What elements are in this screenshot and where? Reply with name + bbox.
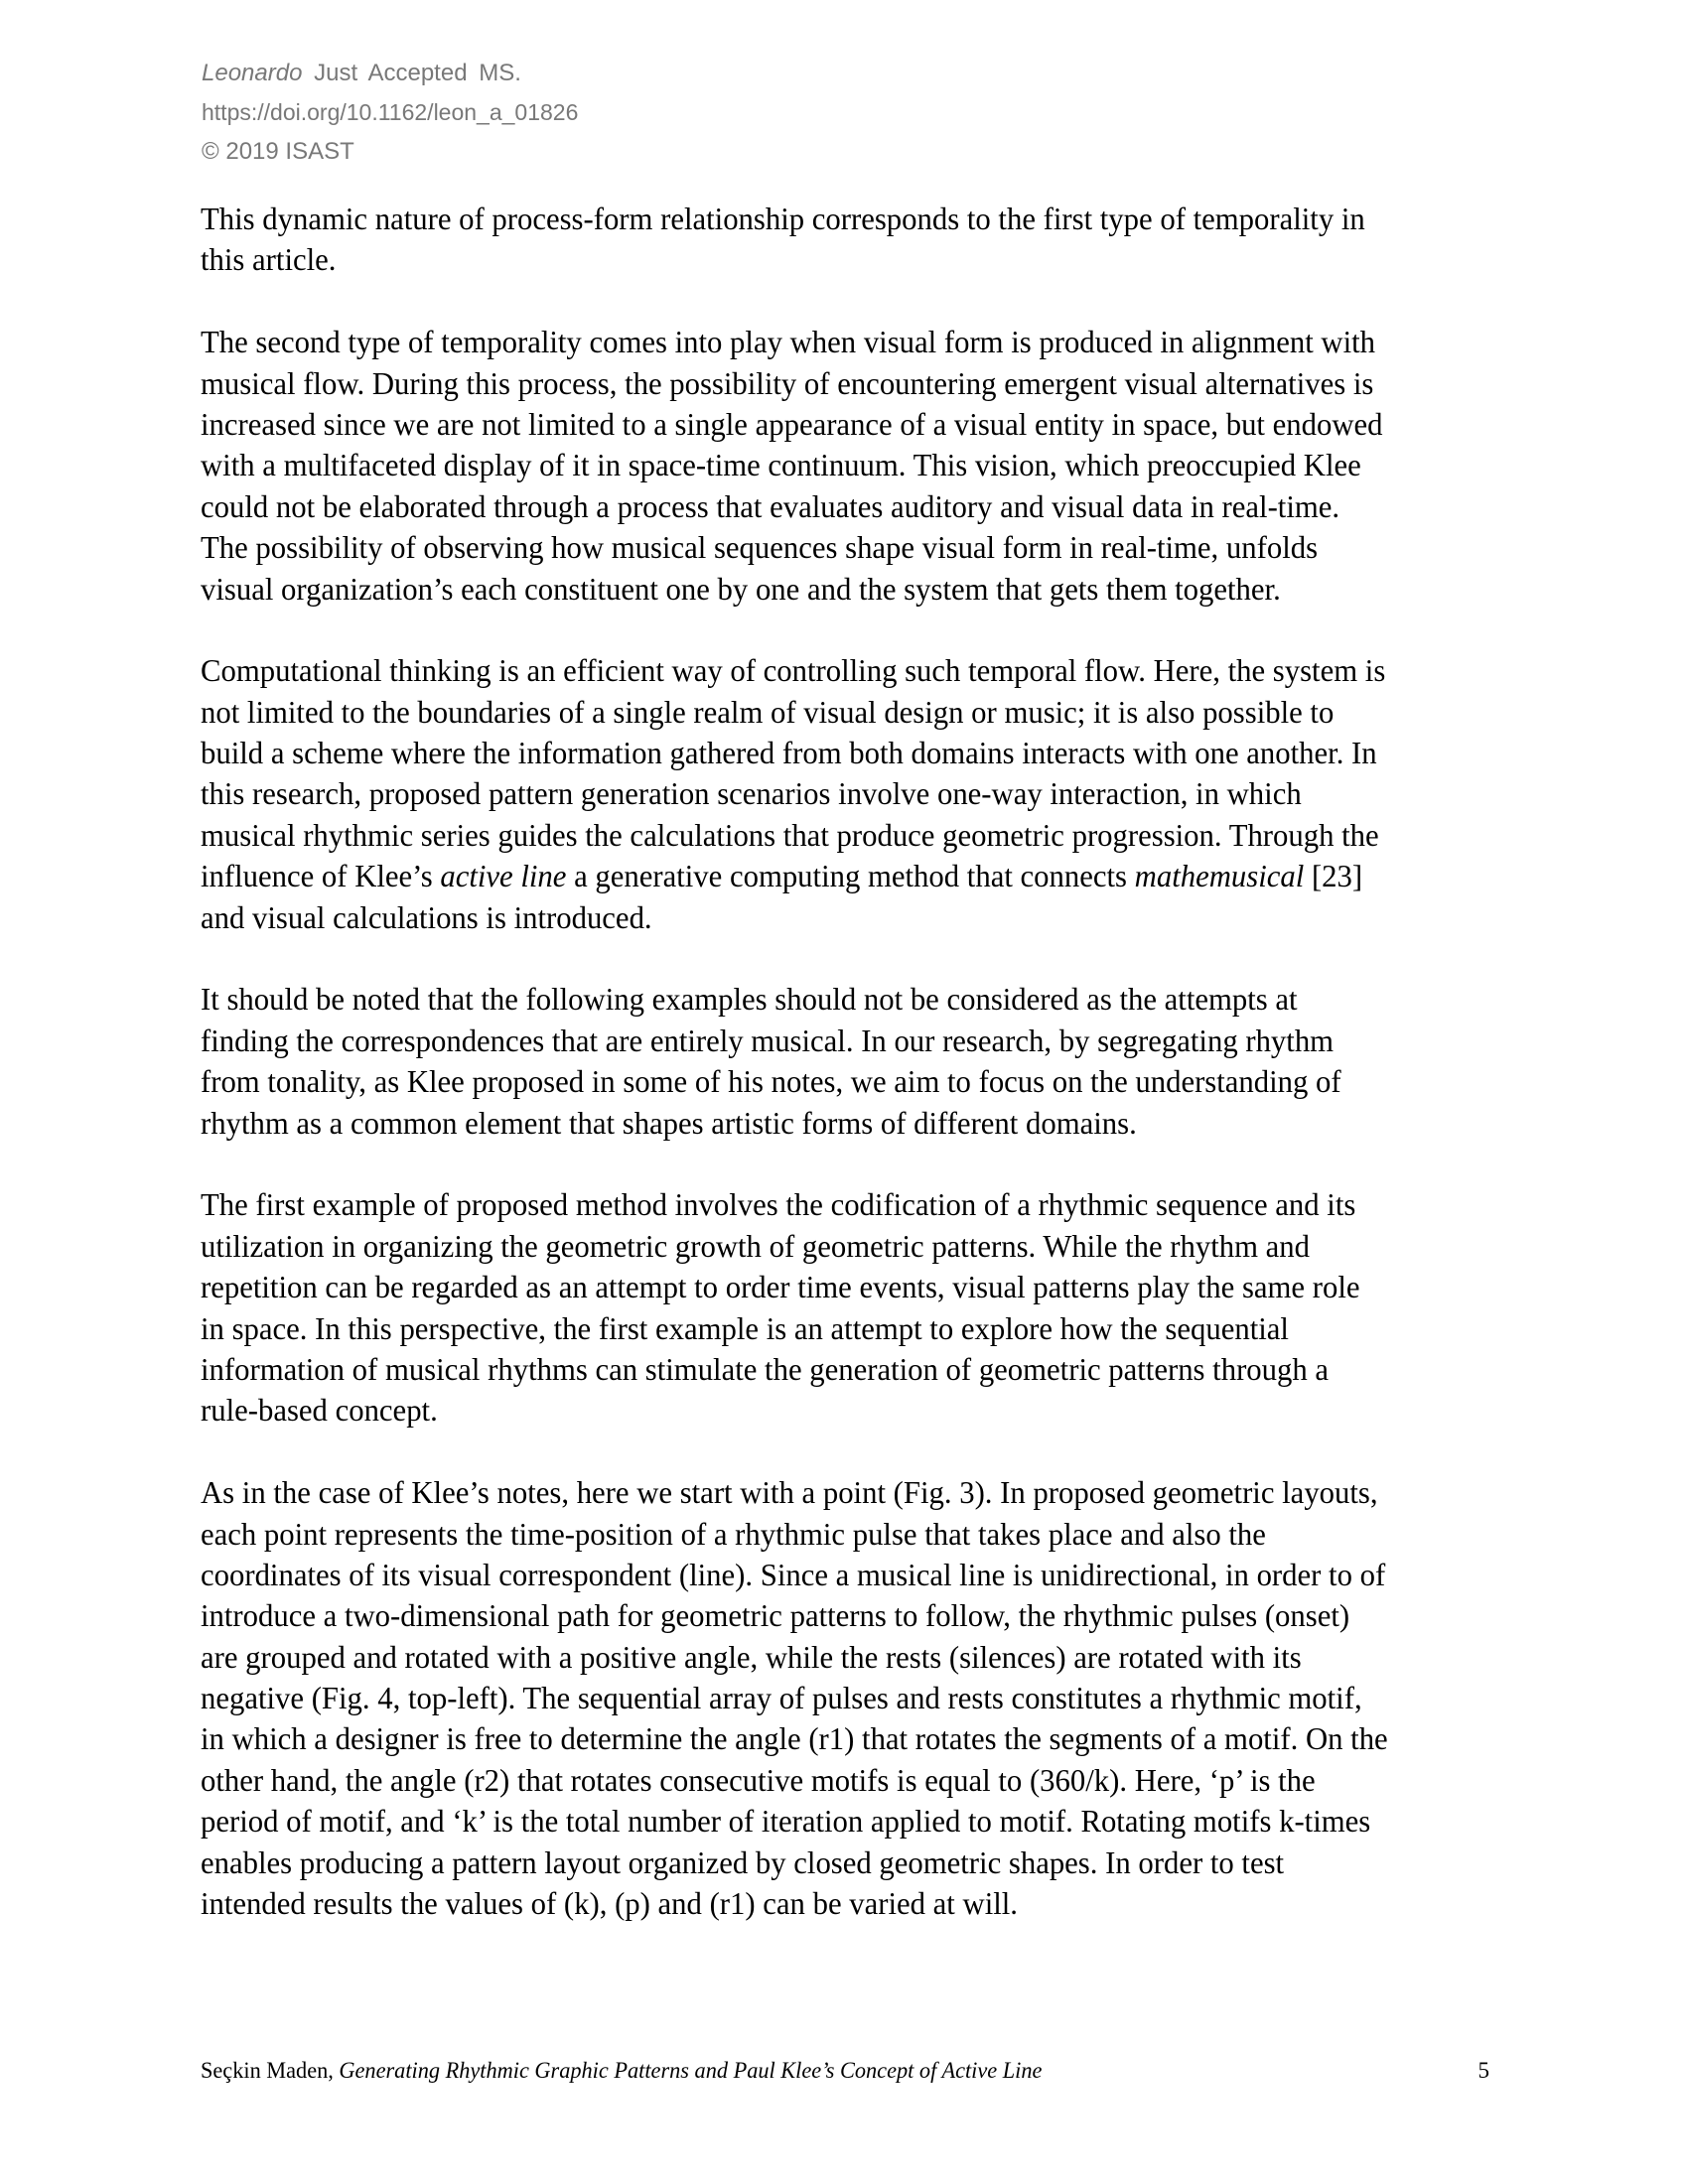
text-line: [201, 1595, 1478, 1636]
text-line: [201, 1267, 1478, 1307]
text-run: not limited to the boundaries of a single realm of visual design or music; it is also possible to: [201, 694, 1335, 730]
italic-term: mathemusical: [1134, 859, 1305, 894]
footer-author: Seçkin Maden,: [201, 2058, 340, 2083]
text-line: [201, 650, 1478, 691]
text-run: utilization in organizing the geometric growth of geometric patterns. While the rhythm and: [201, 1228, 1311, 1264]
text-run: The second type of temporality comes into play when visual form is produced in alignment with: [201, 325, 1376, 360]
text-run: in which a designer is free to determine the angle (r1) that rotates the segments of a motif. On the: [201, 1721, 1388, 1757]
text-line: [201, 239, 1478, 280]
text-run: each point represents the time-position of a rhythmic pulse that takes place and also the: [201, 1516, 1266, 1552]
journal-header: [202, 62, 521, 85]
doi-link[interactable]: https://doi.org/10.1162/leon_a_01826: [202, 99, 579, 125]
manuscript-status: Just Accepted MS.: [314, 60, 521, 86]
text-run: period of motif, and ‘k’ is the total number of iteration applied to motif. Rotating motifs k-times: [201, 1804, 1371, 1840]
text-line: [201, 1637, 1478, 1678]
text-line: [201, 322, 1478, 362]
text-run: this research, proposed pattern generation scenarios involve one-way interaction, in which: [201, 776, 1302, 812]
italic-term: active line: [440, 859, 567, 894]
text-run: build a scheme where the information gathered from both domains interacts with one another. In: [201, 736, 1377, 771]
text-line: [201, 815, 1478, 856]
text-line: [201, 1514, 1478, 1555]
text-line: [201, 1184, 1478, 1225]
text-line: [201, 1555, 1478, 1595]
text-run: It should be noted that the following examples should not be considered as the attempts at: [201, 982, 1298, 1018]
text-run: negative (Fig. 4, top-left). The sequential array of pulses and rests constitutes a rhythmic motif,: [201, 1681, 1362, 1716]
text-line: [201, 1021, 1478, 1061]
text-run: enables producing a pattern layout organized by closed geometric shapes. In order to test: [201, 1844, 1285, 1880]
footer-article-title: Generating Rhythmic Graphic Patterns and Paul Klee’s Concept of Active Line: [339, 2058, 1043, 2083]
text-run: other hand, the angle (r2) that rotates consecutive motifs is equal to (360/k). Here, ‘p’ is the: [201, 1762, 1316, 1798]
text-line: [201, 404, 1478, 445]
text-line: [201, 363, 1478, 404]
text-run: visual organization’s each constituent one by one and the system that gets them together.: [201, 571, 1281, 607]
text-line: [201, 445, 1478, 485]
footer-citation: [201, 2059, 1042, 2082]
text-run: finding the correspondences that are entirely musical. In our research, by segregating rhythm: [201, 1023, 1335, 1058]
paragraph: [201, 1472, 1511, 1924]
text-line: [201, 897, 1478, 938]
text-line: [201, 569, 1478, 610]
text-run: repetition can be regarded as an attempt to order time events, visual patterns play the same role: [201, 1270, 1360, 1305]
text-run: musical rhythmic series guides the calculations that produce geometric progression. Through the: [201, 817, 1379, 853]
text-line: [201, 1349, 1478, 1390]
paragraph: [201, 199, 1511, 281]
paragraph: [201, 322, 1511, 610]
text-line: [201, 1103, 1478, 1144]
text-line: [201, 1760, 1478, 1801]
text-run: in space. In this perspective, the first example is an attempt to explore how the sequential: [201, 1310, 1289, 1346]
text-run: rhythm as a common element that shapes artistic forms of different domains.: [201, 1105, 1137, 1141]
text-run: Computational thinking is an efficient way of controlling such temporal flow. Here, the system is: [201, 653, 1386, 689]
text-run: This dynamic nature of process-form relationship corresponds to the first type of temporality in: [201, 202, 1365, 236]
paragraph: [201, 979, 1511, 1144]
text-run: [23]: [1304, 859, 1363, 894]
text-run: musical flow. During this process, the possibility of encountering emergent visual alternatives is: [201, 365, 1374, 401]
text-run: The possibility of observing how musical sequences shape visual form in real-time, unfolds: [201, 530, 1319, 566]
text-line: [201, 1472, 1478, 1513]
text-run: could not be elaborated through a process that evaluates auditory and visual data in real-time.: [201, 488, 1340, 524]
text-run: As in the case of Klee’s notes, here we start with a point (Fig. 3). In proposed geometric layouts,: [201, 1475, 1378, 1511]
text-run: this article.: [201, 242, 337, 278]
text-line: [201, 1678, 1478, 1718]
text-line: [201, 1390, 1478, 1431]
text-line: [201, 486, 1478, 527]
text-line: [201, 979, 1478, 1020]
text-line: [201, 733, 1478, 773]
text-line: [201, 1308, 1478, 1349]
text-line: [201, 527, 1478, 568]
text-line: [201, 1226, 1478, 1267]
text-run: are grouped and rotated with a positive angle, while the rests (silences) are rotated with its: [201, 1639, 1302, 1675]
article-body: [201, 199, 1511, 1966]
paragraph: [201, 650, 1511, 938]
text-run: with a multifaceted display of it in space-time continuum. This vision, which preoccupied Klee: [201, 448, 1361, 483]
text-run: and visual calculations is introduced.: [201, 899, 652, 935]
text-line: [201, 1801, 1478, 1842]
text-run: rule-based concept.: [201, 1393, 438, 1429]
text-line: [201, 856, 1478, 896]
text-run: coordinates of its visual correspondent (line). Since a musical line is unidirectional, in order to of: [201, 1557, 1386, 1592]
text-line: [201, 773, 1478, 814]
text-line: [201, 199, 1478, 239]
text-run: The first example of proposed method involves the codification of a rhythmic sequence and its: [201, 1187, 1356, 1223]
text-run: from tonality, as Klee proposed in some of his notes, we aim to focus on the understanding of: [201, 1064, 1341, 1100]
text-run: influence of Klee’s: [201, 859, 441, 894]
text-run: a generative computing method that connects: [566, 859, 1135, 894]
text-run: introduce a two-dimensional path for geometric patterns to follow, the rhythmic pulses (onset): [201, 1598, 1350, 1634]
page-number: 5: [1477, 2058, 1489, 2083]
text-line: [201, 692, 1478, 733]
text-run: intended results the values of (k), (p) and (r1) can be varied at will.: [201, 1886, 1018, 1922]
text-line: [201, 1718, 1478, 1759]
journal-name: Leonardo: [202, 60, 303, 86]
text-line: [201, 1883, 1478, 1924]
paragraph: [201, 1184, 1511, 1431]
text-run: information of musical rhythms can stimulate the generation of geometric patterns through a: [201, 1351, 1330, 1387]
text-line: [201, 1843, 1478, 1883]
text-run: increased since we are not limited to a single appearance of a visual entity in space, but endowed: [201, 406, 1383, 442]
copyright-notice: © 2019 ISAST: [202, 138, 354, 165]
text-line: [201, 1061, 1478, 1102]
